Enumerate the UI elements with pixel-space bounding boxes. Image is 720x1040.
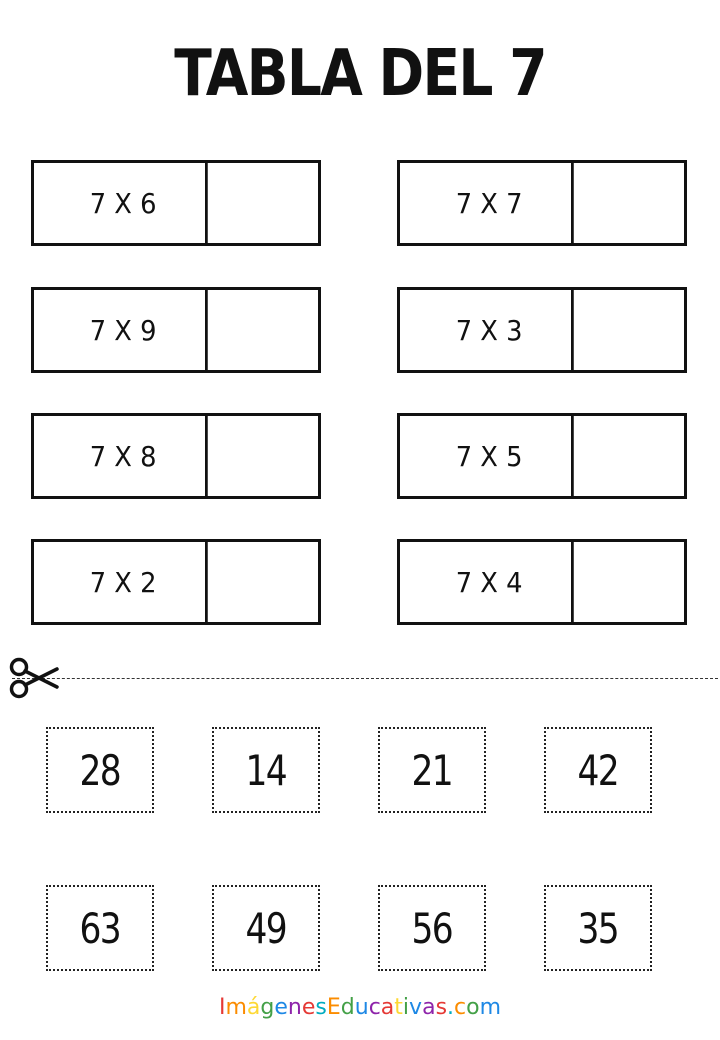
answer-slot[interactable] — [581, 416, 684, 496]
footer-letter: e — [274, 995, 288, 1020]
footer-letter: s — [315, 995, 327, 1020]
problem-box — [397, 287, 687, 373]
problem-expression: 7 X 8 — [41, 416, 208, 496]
answer-card[interactable] — [212, 727, 320, 813]
answer-card-value: 14 — [245, 745, 287, 795]
problem-box — [397, 413, 687, 499]
footer-letter: i — [402, 995, 410, 1020]
footer-letter: m — [479, 995, 502, 1020]
footer-letter: s — [435, 995, 448, 1020]
footer-letter: g — [260, 995, 275, 1020]
footer-letter: u — [354, 995, 369, 1020]
answer-card[interactable] — [212, 885, 320, 971]
footer-letter: m — [225, 995, 247, 1020]
problem-box — [397, 539, 687, 625]
answer-card[interactable] — [378, 727, 486, 813]
cut-line — [12, 678, 718, 679]
problem-expression: 7 X 2 — [41, 542, 208, 622]
answer-slot[interactable] — [215, 290, 318, 370]
footer-letter: v — [409, 995, 423, 1020]
answer-card-value: 56 — [411, 903, 453, 953]
answer-slot[interactable] — [215, 542, 318, 622]
problem-box — [31, 287, 321, 373]
footer-watermark — [0, 994, 720, 1022]
answer-card[interactable] — [544, 727, 652, 813]
problem-expression: 7 X 5 — [407, 416, 574, 496]
answer-card-value: 35 — [577, 903, 619, 953]
footer-letter: t — [394, 995, 403, 1020]
footer-letter: n — [287, 995, 302, 1020]
answer-card-value: 63 — [79, 903, 121, 953]
footer-letter: I — [218, 995, 226, 1020]
footer-letter: c — [368, 995, 381, 1020]
footer-letter: á — [246, 995, 261, 1020]
answer-card-value: 49 — [245, 903, 287, 953]
problem-box — [31, 160, 321, 246]
footer-letter: o — [466, 995, 480, 1020]
problem-expression: 7 X 3 — [407, 290, 574, 370]
footer-letter: d — [340, 995, 355, 1020]
footer-letter: a — [380, 995, 395, 1020]
problem-expression: 7 X 7 — [407, 163, 574, 243]
answer-card-value: 21 — [411, 745, 453, 795]
answer-card-value: 28 — [79, 745, 121, 795]
problem-box — [397, 160, 687, 246]
footer-letter: e — [301, 995, 316, 1020]
answer-slot[interactable] — [581, 542, 684, 622]
page-title: TABLA DEL 7 — [174, 37, 546, 111]
answer-slot[interactable] — [581, 163, 684, 243]
problem-box — [31, 539, 321, 625]
problem-expression: 7 X 4 — [407, 542, 574, 622]
problem-box — [31, 413, 321, 499]
footer-letter: a — [422, 995, 436, 1020]
answer-card[interactable] — [46, 885, 154, 971]
answer-card[interactable] — [544, 885, 652, 971]
footer-letter: c — [454, 995, 467, 1020]
answer-card[interactable] — [378, 885, 486, 971]
scissors-icon — [8, 654, 60, 702]
answer-slot[interactable] — [215, 163, 318, 243]
answer-slot[interactable] — [581, 290, 684, 370]
answer-card[interactable] — [46, 727, 154, 813]
footer-letter: . — [447, 995, 455, 1020]
answer-card-value: 42 — [577, 745, 619, 795]
problem-expression: 7 X 9 — [41, 290, 208, 370]
footer-letter: E — [326, 995, 341, 1020]
answer-slot[interactable] — [215, 416, 318, 496]
problem-expression: 7 X 6 — [41, 163, 208, 243]
